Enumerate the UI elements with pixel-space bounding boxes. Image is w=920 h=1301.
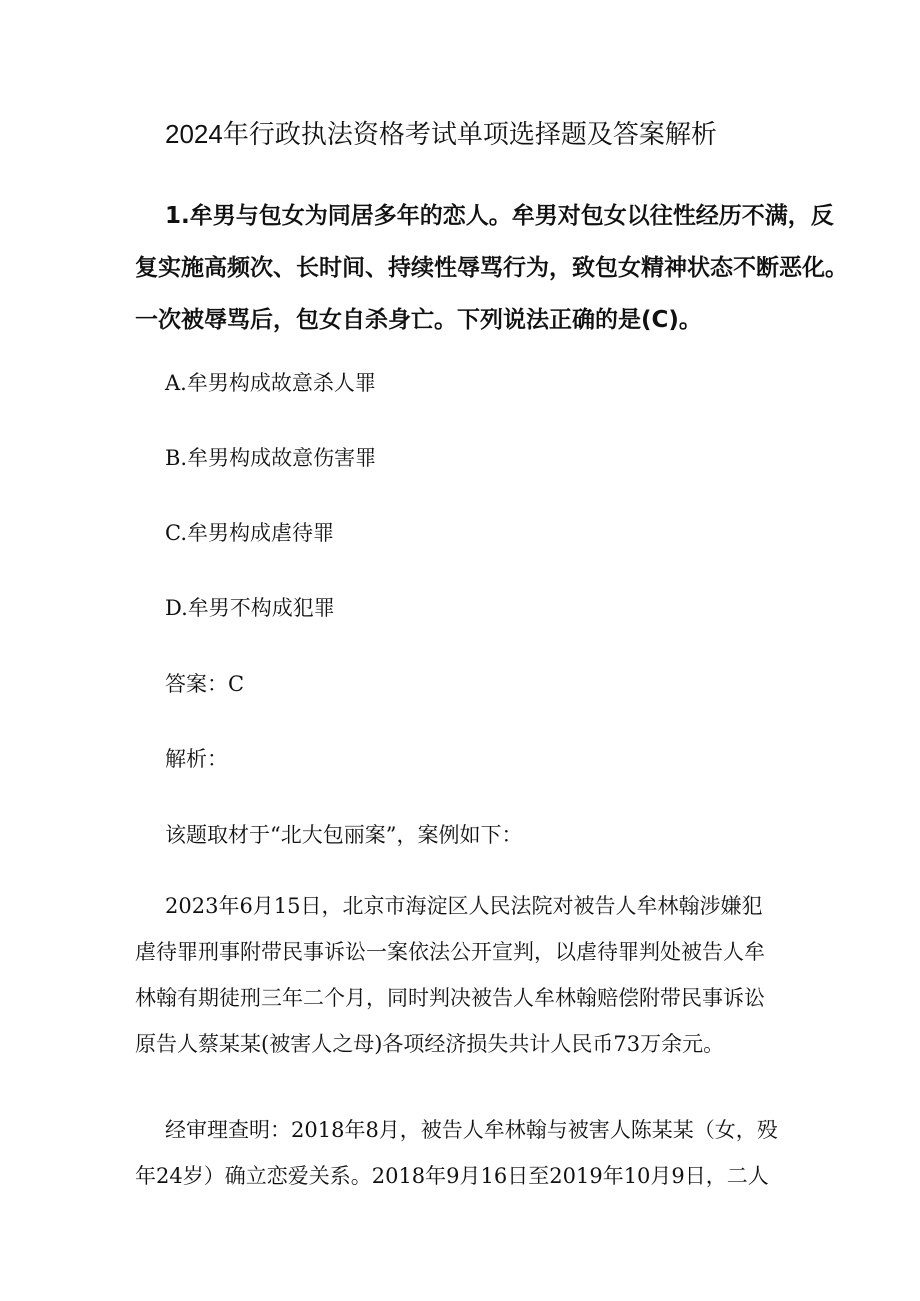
question-line: 复实施高频次、长时间、持续性辱骂行为，致包女精神状态不断恶化。 <box>135 255 848 281</box>
option-b: B.牟男构成故意伤害罪 <box>165 446 377 470</box>
analysis-label: 解析： <box>165 747 228 771</box>
paragraph-line: 经审理查明：2018年8月，被告人牟林翰与被害人陈某某（女，殁 <box>165 1118 778 1142</box>
paragraph-line: 林翰有期徒刑三年二个月，同时判决被告人牟林翰赔偿附带民事诉讼 <box>135 986 765 1010</box>
option-d: D.牟男不构成犯罪 <box>165 596 335 620</box>
case-paragraph-1 <box>135 883 795 1067</box>
document-title: 2024年行政执法资格考试单项选择题及答案解析 <box>165 119 717 149</box>
option-a: A.牟男构成故意杀人罪 <box>165 371 376 395</box>
paragraph-line: 2023年6月15日，北京市海淀区人民法院对被告人牟林翰涉嫌犯 <box>165 894 763 918</box>
paragraph-line: 年24岁）确立恋爱关系。2018年9月16日至2019年10月9日，二人 <box>135 1164 769 1188</box>
paragraph-line: 虐待罪刑事附带民事诉讼一案依法公开宣判，以虐待罪判处被告人牟 <box>135 940 765 964</box>
answer-line: 答案：C <box>165 672 245 696</box>
question-line: 1.牟男与包女为同居多年的恋人。牟男对包女以往性经历不满，反 <box>165 203 834 229</box>
paragraph-line: 原告人蔡某某(被害人之母)各项经济损失共计人民币73万余元。 <box>135 1032 725 1056</box>
case-paragraph-2 <box>135 1107 795 1199</box>
option-c: C.牟男构成虐待罪 <box>165 521 334 545</box>
question-text <box>135 190 848 346</box>
question-line: 一次被辱骂后，包女自杀身亡。下列说法正确的是(C)。 <box>135 307 702 333</box>
source-note: 该题取材于“北大包丽案”，案例如下： <box>165 823 523 847</box>
